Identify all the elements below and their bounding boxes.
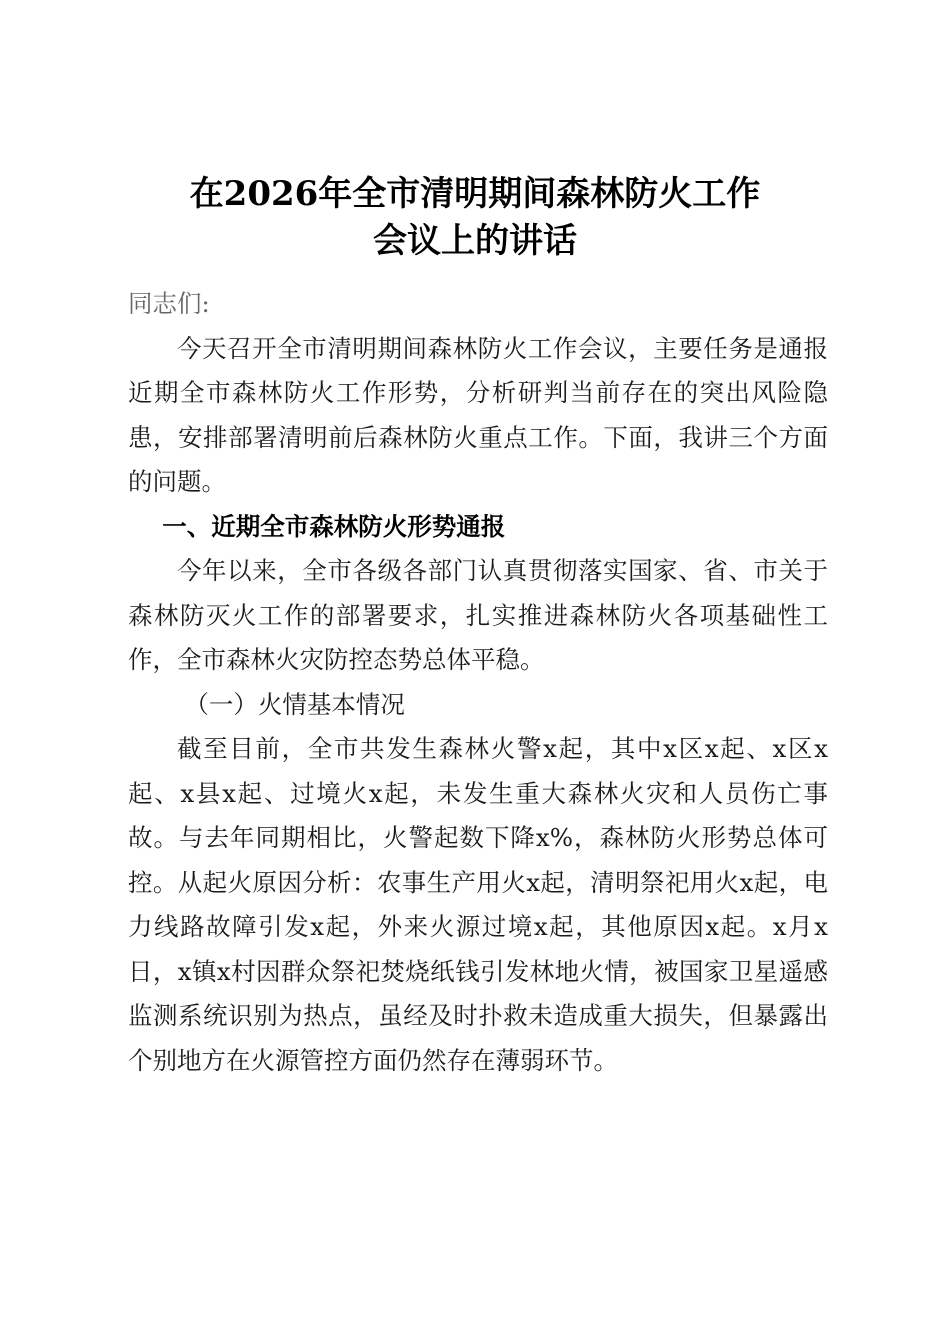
document-title-line-2: 会议上的讲话 — [373, 221, 577, 261]
section-1-heading: 一、近期全市森林防火形势通报 — [162, 511, 506, 541]
subsection-1-paragraph: 截至目前，全市共发生森林火警x起，其中x区x起、x区x起、x县x起、过境火x起，未发生重大森林火灾和人员伤亡事故。与去年同期相比，火警起数下降x%，森林防火形势总体可控。从起火原因分析：农事生产用火x起，清明祭祀用火x起，电力线路故障引发x起，外来火源过境x起，其他原因x起。x月x日，x镇x村因群众祭祀焚烧纸钱引发林地火情，被国家卫星遥感监测系统识别为热点，虽经及时扑救未造成重大损失，但暴露出个别地方在火源管控方面仍然存在薄弱环节。 — [128, 734, 828, 1075]
document-body — [128, 282, 828, 1083]
document-title-line-1: 在2026年全市清明期间森林防火工作 — [189, 174, 761, 214]
section-1-paragraph: 今年以来，全市各级各部门认真贯彻落实国家、省、市关于森林防灭火工作的部署要求，扎实推进森林防火各项基础性工作，全市森林火灾防控态势总体平稳。 — [128, 556, 828, 674]
subsection-1-heading: （一）火情基本情况 — [184, 689, 405, 719]
salutation: 同志们: — [128, 289, 210, 318]
intro-paragraph: 今天召开全市清明期间森林防火工作会议，主要任务是通报近期全市森林防火工作形势，分析研判当前存在的突出风险隐患，安排部署清明前后森林防火重点工作。下面，我讲三个方面的问题。 — [128, 333, 828, 496]
